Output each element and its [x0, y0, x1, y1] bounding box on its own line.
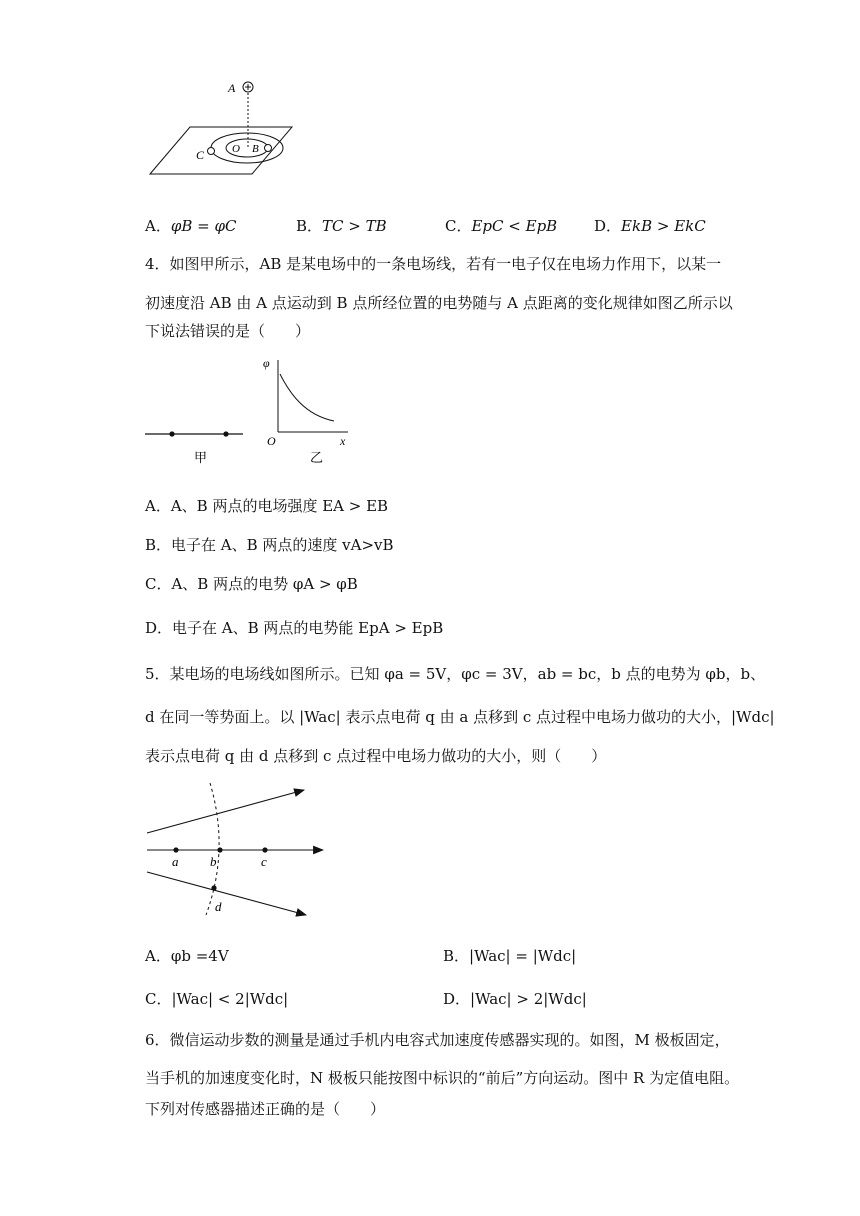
- field-line-upper: [147, 790, 304, 833]
- point-a: [169, 431, 174, 436]
- axis-x-label: x: [340, 434, 346, 448]
- q5-option-d[interactable]: D．|Wac| > 2|Wdc|: [443, 990, 587, 1008]
- q4-stem-line1: 4．如图甲所示，AB 是某电场中的一条电场线，若有一电子仅在电场力作用下，以某一: [145, 255, 722, 273]
- q4-figure: [140, 352, 360, 474]
- outer-orbit: [211, 133, 283, 163]
- label-a: a: [172, 854, 179, 869]
- label-c: C: [196, 148, 205, 162]
- q5-stem-line3: 表示点电荷 q 由 d 点移到 c 点过程中电场力做功的大小，则（ ）: [145, 747, 607, 765]
- label-c: c: [261, 854, 267, 869]
- q6-stem-line3: 下列对传感器描述正确的是（ ）: [145, 1100, 386, 1118]
- q5-stem-line1: 5．某电场的电场线如图所示。已知 φa = 5V，φc = 3V，ab = bc，b 点的电势为 φb，b、: [145, 665, 766, 683]
- q3-option-b[interactable]: B．TC > TB: [296, 217, 387, 235]
- q5-option-a[interactable]: A．φb =4V: [145, 947, 229, 965]
- phi-curve: [280, 374, 334, 421]
- q3-option-a[interactable]: A．φB = φC: [145, 217, 237, 235]
- fig-yi-caption: 乙: [310, 450, 324, 465]
- q4-option-a[interactable]: A．A、B 两点的电场强度 EA > EB: [145, 497, 389, 515]
- fig-jia-caption: 甲: [194, 450, 208, 465]
- satellite-b: [265, 145, 272, 152]
- satellite-c: [208, 148, 215, 155]
- q5-stem-line2: d 在同一等势面上。以 |Wac| 表示点电荷 q 由 a 点移到 c 点过程中电场力做功的大小，|Wdc|: [145, 708, 775, 726]
- point-b: [223, 431, 228, 436]
- equipotential-dashed: [206, 783, 219, 915]
- label-d: d: [215, 899, 222, 914]
- label-b: b: [210, 854, 217, 869]
- point-a: [173, 847, 178, 852]
- q4-option-d[interactable]: D．电子在 A、B 两点的电势能 EpA > EpB: [145, 619, 444, 637]
- q3-option-c[interactable]: C．EpC < EpB: [445, 217, 558, 235]
- point-d: [211, 885, 216, 890]
- origin-label: O: [267, 434, 276, 448]
- label-a: A: [228, 81, 236, 95]
- orbit-figure: [140, 75, 300, 185]
- label-b: B: [252, 143, 259, 155]
- axis-phi-label: φ: [263, 356, 270, 370]
- point-c: [262, 847, 267, 852]
- field-line-lower: [147, 872, 306, 915]
- q4-stem-line2: 初速度沿 AB 由 A 点运动到 B 点所经位置的电势随与 A 点距离的变化规律如图乙所示以: [145, 294, 733, 312]
- q4-stem-line3: 下说法错误的是（ ）: [145, 322, 311, 340]
- label-o: O: [232, 143, 240, 155]
- q5-field-figure: [140, 775, 340, 925]
- q4-option-c[interactable]: C．A、B 两点的电势 φA > φB: [145, 575, 358, 593]
- q5-option-c[interactable]: C．|Wac| < 2|Wdc|: [145, 990, 289, 1008]
- point-b: [217, 847, 222, 852]
- q6-stem-line1: 6．微信运动步数的测量是通过手机内电容式加速度传感器实现的。如图，M 极板固定，: [145, 1031, 730, 1049]
- q3-option-d[interactable]: D．EkB > EkC: [594, 217, 706, 235]
- q6-stem-line2: 当手机的加速度变化时，N 极板只能按图中标识的“前后”方向运动。图中 R 为定值电阻。: [145, 1069, 740, 1087]
- q4-option-b[interactable]: B．电子在 A、B 两点的速度 vA>vB: [145, 536, 394, 554]
- q5-option-b[interactable]: B．|Wac| = |Wdc|: [443, 947, 577, 965]
